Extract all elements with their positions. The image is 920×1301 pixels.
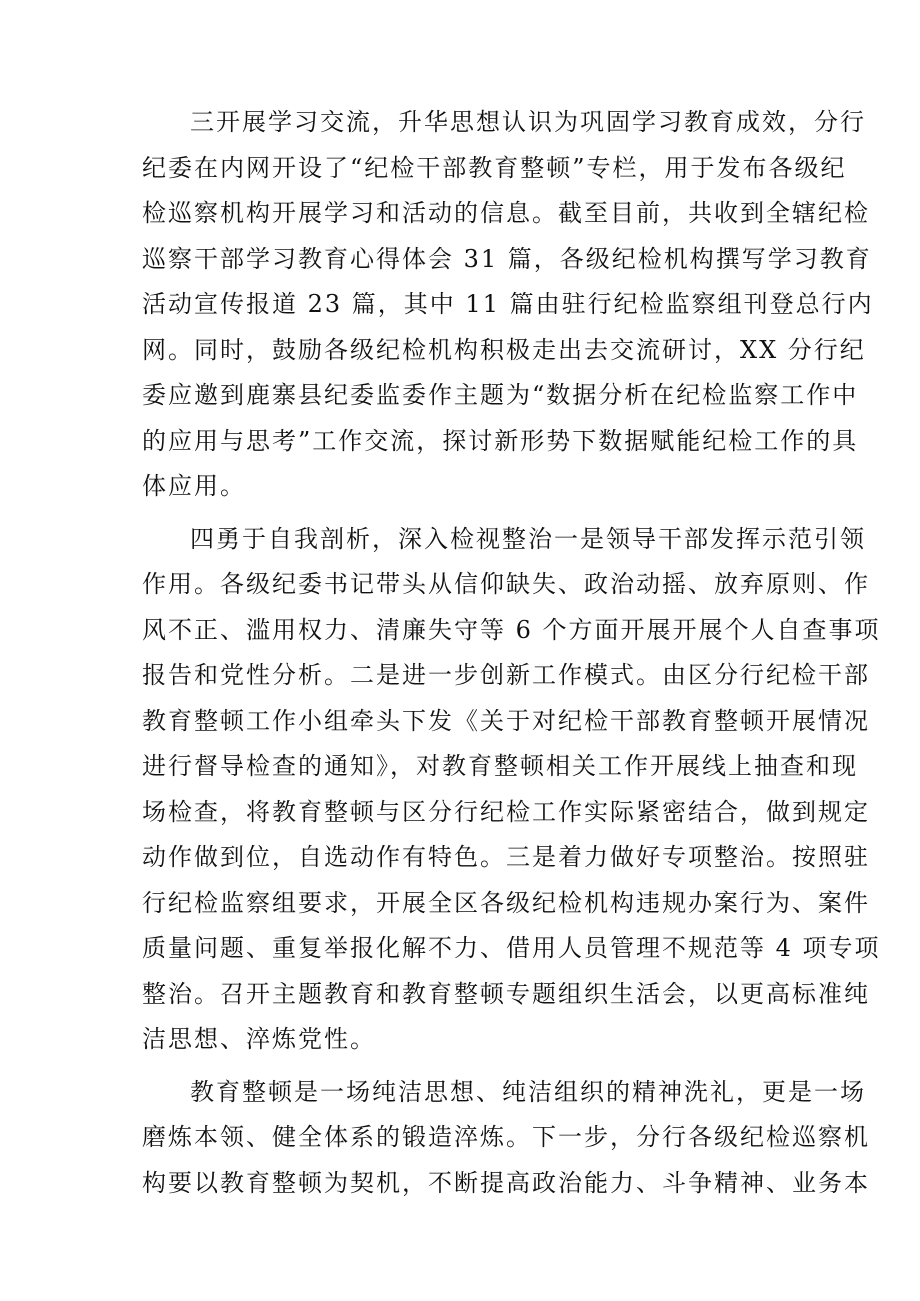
- text-line: 三开展学习交流，升华思想认识为巩固学习教育成效，分行: [190, 108, 866, 136]
- document-body: [142, 100, 881, 1206]
- paragraph-spacer: [142, 510, 792, 517]
- text-line: 四勇于自我剖析，深入检视整治一是领导干部发挥示范引领: [190, 524, 866, 553]
- text-line: 网。同时，鼓励各级纪检机构积极走出去交流研讨，XX 分行纪: [142, 335, 866, 364]
- text-line: 的应用与思考”工作交流，探讨新形势下数据赋能纪检工作的具: [142, 426, 859, 455]
- paragraph-2: [142, 517, 881, 1063]
- paragraph-1: [142, 100, 874, 510]
- text-line: 场检查，将教育整顿与区分行纪检工作实际紧密结合，做到规定: [142, 797, 870, 826]
- text-line: 动作做到位，自选动作有特色。三是着力做好专项整治。按照驻: [142, 843, 870, 871]
- text-line: 活动宣传报道 23 篇，其中 11 篇由驻行纪检监察组刊登总行内: [142, 290, 874, 318]
- paragraph-spacer: [142, 1063, 792, 1070]
- text-line: 教育整顿是一场纯洁思想、纯洁组织的精神洗礼，更是一场: [190, 1077, 866, 1106]
- text-line: 洁思想、淬炼党性。: [142, 1025, 376, 1053]
- text-line: 磨炼本领、健全体系的锻造淬炼。下一步，分行各级纪检巡察机: [142, 1123, 870, 1151]
- text-line: 检巡察机构开展学习和活动的信息。截至目前，共收到全辖纪检: [142, 199, 870, 227]
- text-line: 风不正、滥用权力、清廉失守等 6 个方面开展开展个人自查事项: [142, 615, 881, 644]
- paragraph-3: [142, 1070, 870, 1207]
- text-line: 作用。各级纪委书记带头从信仰缺失、政治动摇、放弃原则、作: [142, 570, 870, 598]
- text-line: 进行督导检查的通知》，对教育整顿相关工作开展线上抽查和现: [142, 752, 858, 780]
- text-line: 委应邀到鹿寨县纪委监委作主题为“数据分析在纪检监察工作中: [142, 381, 859, 409]
- text-line: 纪委在内网开设了“纪检干部教育整顿”专栏，用于发布各级纪: [142, 153, 847, 182]
- text-line: 报告和党性分析。二是进一步创新工作模式。由区分行纪检干部: [142, 661, 870, 689]
- text-line: 体应用。: [142, 472, 246, 500]
- text-line: 行纪检监察组要求，开展全区各级纪检机构违规办案行为、案件: [142, 888, 870, 917]
- text-line: 构要以教育整顿为契机，不断提高政治能力、斗争精神、业务本: [142, 1168, 870, 1197]
- text-line: 巡察干部学习教育心得体会 31 篇，各级纪检机构撰写学习教育: [142, 244, 872, 273]
- text-line: 质量问题、重复举报化解不力、借用人员管理不规范等 4 项专项: [142, 934, 881, 962]
- text-line: 整治。召开主题教育和教育整顿专题组织生活会，以更高标准纯: [142, 979, 870, 1008]
- text-line: 教育整顿工作小组牵头下发《关于对纪检干部教育整顿开展情况: [142, 706, 870, 735]
